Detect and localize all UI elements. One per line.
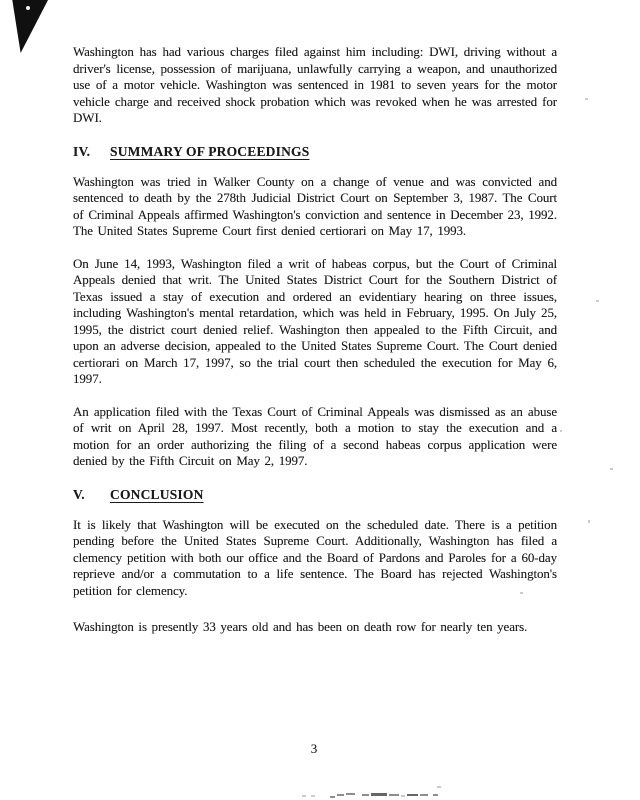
scan-noise	[362, 794, 369, 796]
scan-noise	[420, 794, 428, 796]
scan-noise	[371, 793, 387, 796]
scan-noise	[330, 796, 335, 798]
scan-noise	[302, 795, 306, 797]
paragraph-trial-and-appeals: Washington was tried in Walker County on a change of venue and was convicted and sentenced to death by the 278th Judicial District Court on September 3, 1987. The Court of Criminal Appeals affirmed Washington's conviction and sentence in December 23, 1992. The United States Supreme Court first denied certiorari on May 17, 1993.	[73, 173, 557, 238]
section-heading-conclusion	[73, 486, 557, 503]
page-number: 3	[310, 741, 318, 756]
scan-noise	[433, 794, 438, 796]
section-numeral: V.	[73, 486, 85, 502]
scan-noise	[407, 794, 418, 796]
paragraph-recent-motions: An application filed with the Texas Court of Criminal Appeals was dismissed as an abuse of writ on April 28, 1997. Most recently, both a motion to stay the execution and a motion for an order authorizing the filing of a second habeas corpus application were denied by the Fifth Circuit on May 2, 1997.	[73, 403, 557, 468]
paragraph-conclusion: It is likely that Washington will be executed on the scheduled date. There is a petition pending before the United States Supreme Court. Additionally, Washington has filed a clemency petition with both our office and the Board of Pardons and Paroles for a 60-day reprieve and/or a commutation to a life sentence. The Board has rejected Washington's petition for clemency.	[73, 516, 557, 598]
scan-noise	[596, 300, 599, 302]
scan-noise	[585, 98, 588, 100]
document-body	[73, 44, 557, 652]
scan-noise	[346, 793, 355, 795]
scan-noise	[437, 786, 441, 788]
scan-noise	[311, 795, 315, 797]
paragraph-habeas-proceedings: On June 14, 1993, Washington filed a writ of habeas corpus, but the Court of Criminal Appeals denied that writ. The United States District Court for the Southern District of Texas issued a stay of execution and ordered an evidentiary hearing on three issues, including Washington's mental retardation, which was held in February, 1995. On July 25, 1995, the district court denied relief. Washington then appealed to the Fifth Circuit, and upon an adverse decision, appealed to the United States Supreme Court. The Court denied certiorari on March 17, 1997, so the trial court then scheduled the execution for May 6, 1997.	[73, 255, 557, 386]
section-title: CONCLUSION	[110, 486, 204, 502]
scan-noise	[337, 794, 344, 796]
scan-corner-fold-artifact	[10, 0, 48, 53]
paragraph-age-death-row: Washington is presently 33 years old and has been on death row for nearly ten years.	[73, 619, 528, 634]
scan-noise	[389, 794, 399, 796]
scan-noise	[610, 468, 613, 470]
section-title: SUMMARY OF PROCEEDINGS	[110, 143, 310, 159]
scan-noise	[401, 795, 405, 797]
scan-noise	[520, 592, 523, 594]
scan-noise	[560, 430, 562, 432]
scan-noise	[588, 520, 590, 523]
scan-speck	[26, 6, 30, 10]
section-numeral: IV.	[73, 143, 91, 159]
paragraph-prior-charges: Washington has had various charges filed against him including: DWI, driving without a driver's license, possession of marijuana, unlawfully carrying a weapon, and unauthorized use of a motor vehicle. Washington was sentenced in 1981 to seven years for the motor vehicle charge and received shock probation which was revoked when he was arrested for DWI.	[73, 44, 557, 125]
section-heading-summary-of-proceedings	[73, 143, 557, 160]
